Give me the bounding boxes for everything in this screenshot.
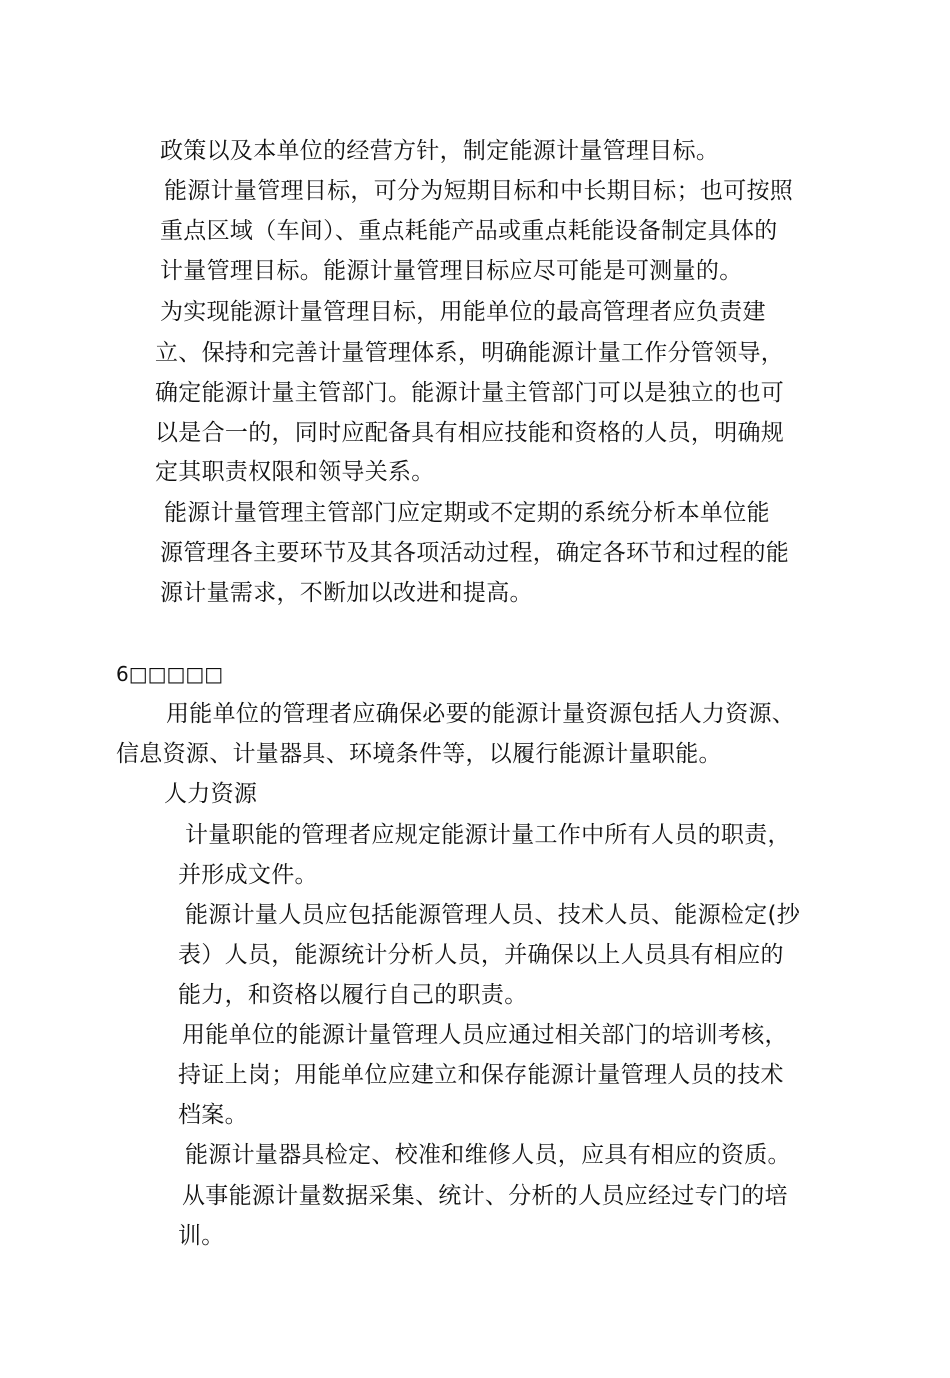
subheading: 人力资源 (164, 781, 258, 807)
text-line: 计量职能的管理者应规定能源计量工作中所有人员的职责， (185, 822, 791, 848)
text-line: 定其职责权限和领导关系。 (155, 459, 435, 485)
text-line: 并形成文件。 (178, 862, 318, 888)
text-line: 档案。 (178, 1102, 248, 1128)
text-line: 从事能源计量数据采集、统计、分析的人员应经过专门的培 (182, 1183, 788, 1209)
text-line: 信息资源、计量器具、环境条件等，以履行能源计量职能。 (116, 741, 722, 767)
text-line: 能源计量管理主管部门应定期或不定期的系统分析本单位能 (164, 500, 770, 526)
text-line: 源管理各主要环节及其各项活动过程，确定各环节和过程的能 (160, 540, 790, 566)
text-line: 用能单位的管理者应确保必要的能源计量资源包括人力资源、 (166, 701, 796, 727)
text-line: 重点区域（车间）、重点耗能产品或重点耗能设备制定具体的 (160, 218, 778, 244)
text-line: 立、保持和完善计量管理体系，明确能源计量工作分管领导， (155, 340, 785, 366)
text-line: 能源计量人员应包括能源管理人员、技术人员、能源检定(抄 (185, 902, 801, 928)
section-heading: 6□□□□□ (116, 662, 224, 686)
text-line: 持证上岗；用能单位应建立和保存能源计量管理人员的技术 (178, 1062, 784, 1088)
text-line: 为实现能源计量管理目标，用能单位的最高管理者应负责建 (160, 299, 766, 325)
text-line: 能源计量管理目标，可分为短期目标和中长期目标；也可按照 (164, 178, 794, 204)
text-line: 以是合一的，同时应配备具有相应技能和资格的人员，明确规 (155, 420, 785, 446)
text-line: 源计量需求，不断加以改进和提高。 (160, 580, 533, 606)
text-line: 计量管理目标。能源计量管理目标应尽可能是可测量的。 (160, 258, 743, 284)
text-line: 能源计量器具检定、校准和维修人员，应具有相应的资质。 (185, 1142, 791, 1168)
text-line: 确定能源计量主管部门。能源计量主管部门可以是独立的也可 (155, 380, 785, 406)
text-line: 表）人员，能源统计分析人员，并确保以上人员具有相应的 (178, 942, 784, 968)
text-line: 能力，和资格以履行自己的职责。 (178, 982, 528, 1008)
text-line: 训。 (178, 1223, 225, 1249)
text-line: 用能单位的能源计量管理人员应通过相关部门的培训考核， (182, 1022, 788, 1048)
text-line: 政策以及本单位的经营方针，制定能源计量管理目标。 (160, 138, 720, 164)
